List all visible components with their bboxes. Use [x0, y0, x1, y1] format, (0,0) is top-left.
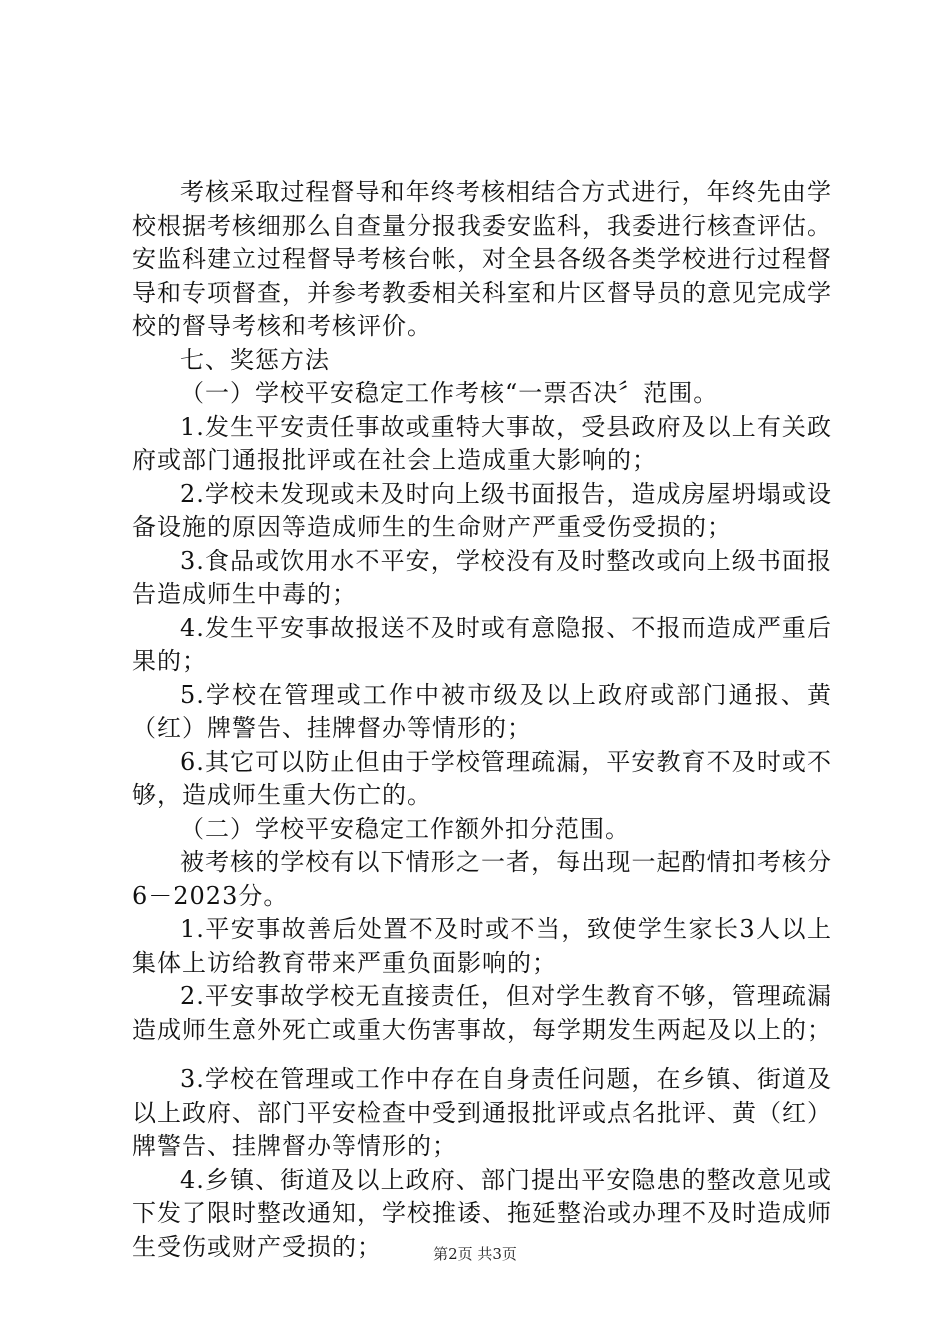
list-item-veto-2: 2.学校未发现或未及时向上级书面报告，造成房屋坍塌或设备设施的原因等造成师生的生命财产严重受伤受损的； [132, 479, 832, 541]
list-item-deduction-4: 4.乡镇、街道及以上政府、部门提出平安隐患的整改意见或下发了限时整改通知，学校推诿、拖延整治或办理不及时造成师生受伤或财产受损的； [132, 1165, 832, 1261]
list-item-veto-6: 6.其它可以防止但由于学校管理疏漏，平安教育不及时或不够，造成师生重大伤亡的。 [132, 747, 832, 809]
page-number-footer: 第2页 共3页 [433, 1245, 517, 1263]
subheading-extra-deduction: （二）学校平安稳定工作额外扣分范围。 [180, 814, 630, 843]
list-item-veto-5: 5.学校在管理或工作中被市级及以上政府或部门通报、黄（红）牌警告、挂牌督办等情形的； [132, 680, 832, 742]
list-item-deduction-3: 3.学校在管理或工作中存在自身责任问题，在乡镇、街道及以上政府、部门平安检查中受到通报批评或点名批评、黄（红）牌警告、挂牌督办等情形的； [132, 1065, 832, 1160]
list-item-deduction-2: 2.平安事故学校无直接责任，但对学生教育不够，管理疏漏造成师生意外死亡或重大伤害事故，每学期发生两起及以上的； [132, 982, 832, 1044]
paragraph-assessment-method: 考核采取过程督导和年终考核相结合方式进行，年终先由学校根据考核细那么自查量分报我委安监科，我委进行核查评估。安监科建立过程督导考核台帐，对全县各级各类学校进行过程督导和专项督查，并参考教委相关科室和片区督导员的意见完成学校的督导考核和考核评价。 [132, 178, 832, 340]
list-item-deduction-1: 1.平安事故善后处置不及时或不当，致使学生家长3人以上集体上访给教育带来严重负面影响的； [132, 915, 832, 977]
list-item-veto-4: 4.发生平安事故报送不及时或有意隐报、不报而造成严重后果的； [132, 613, 832, 675]
list-item-veto-3: 3.食品或饮用水不平安，学校没有及时整改或向上级书面报告造成师生中毒的； [132, 546, 832, 608]
subheading-one-vote-veto: （一）学校平安稳定工作考核“一票否决〞范围。 [180, 379, 719, 407]
heading-rewards-penalties: 七、奖惩方法 [180, 345, 330, 374]
list-item-veto-1: 1.发生平安责任事故或重特大事故，受县政府及以上有关政府或部门通报批评或在社会上造成重大影响的； [132, 412, 832, 474]
paragraph-deduction-intro: 被考核的学校有以下情形之一者，每出现一起酌情扣考核分6－2023分。 [132, 848, 832, 910]
document-body [132, 176, 832, 1264]
